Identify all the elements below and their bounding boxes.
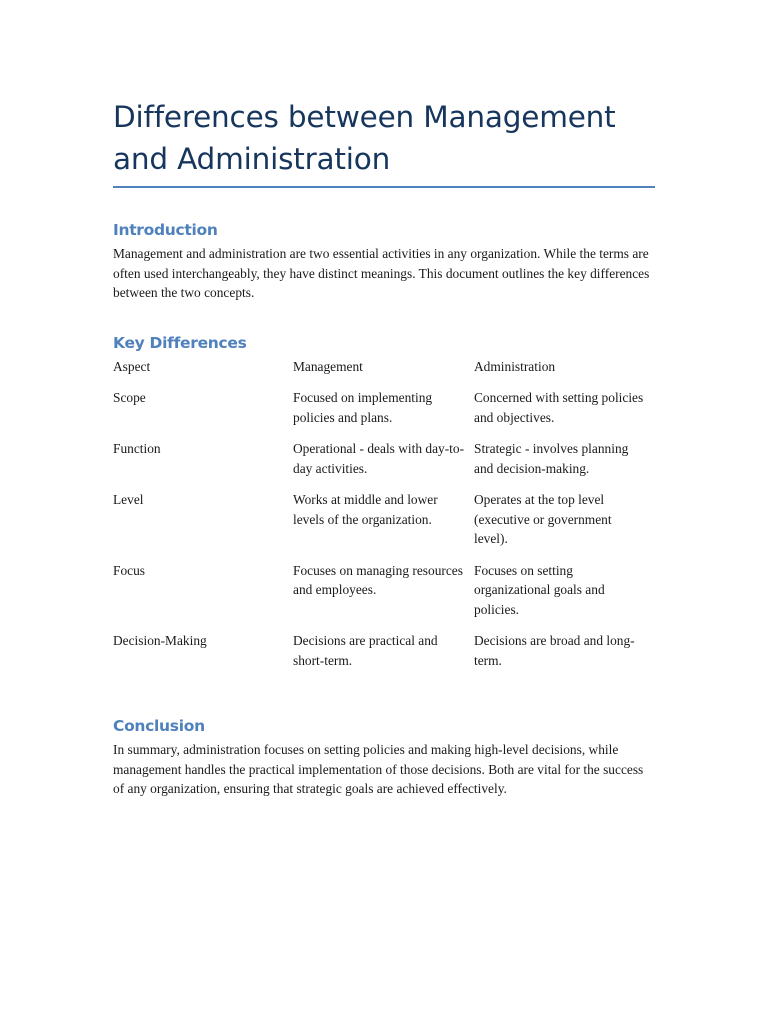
conclusion-paragraph: In summary, administration focuses on setting policies and making high-level decisions, while management handles the practical implementation of those decisions. Both are vital for the success of any organization, ensuring that strategic goals are achieved effectively. [113,742,644,796]
table-cell-management: Focused on implementing policies and plans. [293,390,433,425]
table-cell-aspect: Decision-Making [113,633,207,648]
table-cell-administration: Concerned with setting policies and objectives. [474,390,644,425]
table-header-row [113,357,655,389]
table-row [113,561,655,632]
table-row [113,439,655,490]
column-header-administration: Administration [474,358,556,374]
differences-table [113,357,655,683]
table-cell-aspect: Level [113,492,144,507]
table-cell-administration: Focuses on setting organizational goals and policies. [474,562,605,617]
introduction-heading: Introduction [113,221,218,239]
title-underline-rule [113,186,655,188]
table-row [113,490,655,561]
introduction-paragraph: Management and administration are two essential activities in any organization. While the terms are often used interchangeably, they have distinct meanings. This document outlines the key differences between the two concepts. [113,246,650,300]
table-row [113,388,655,439]
table-row [113,631,655,682]
conclusion-heading: Conclusion [113,717,205,735]
document-title: Differences between Management and Administration [113,100,616,176]
table-cell-administration: Decisions are broad and long-term. [474,633,635,668]
column-header-aspect: Aspect [113,358,151,374]
table-cell-administration: Strategic - involves planning and decision-making. [474,441,629,476]
table-cell-aspect: Focus [113,562,145,578]
table-cell-administration: Operates at the top level (executive or government level). [474,492,612,546]
key-differences-heading: Key Differences [113,333,247,352]
document-page [113,0,655,799]
table-cell-management: Focuses on managing resources and employees. [293,562,463,597]
column-header-management: Management [293,358,363,374]
table-cell-aspect: Function [113,441,161,456]
table-cell-management: Decisions are practical and short-term. [293,633,438,668]
table-cell-management: Works at middle and lower levels of the organization. [293,492,438,527]
table-cell-aspect: Scope [113,390,146,405]
table-cell-management: Operational - deals with day-to-day activities. [293,441,465,476]
